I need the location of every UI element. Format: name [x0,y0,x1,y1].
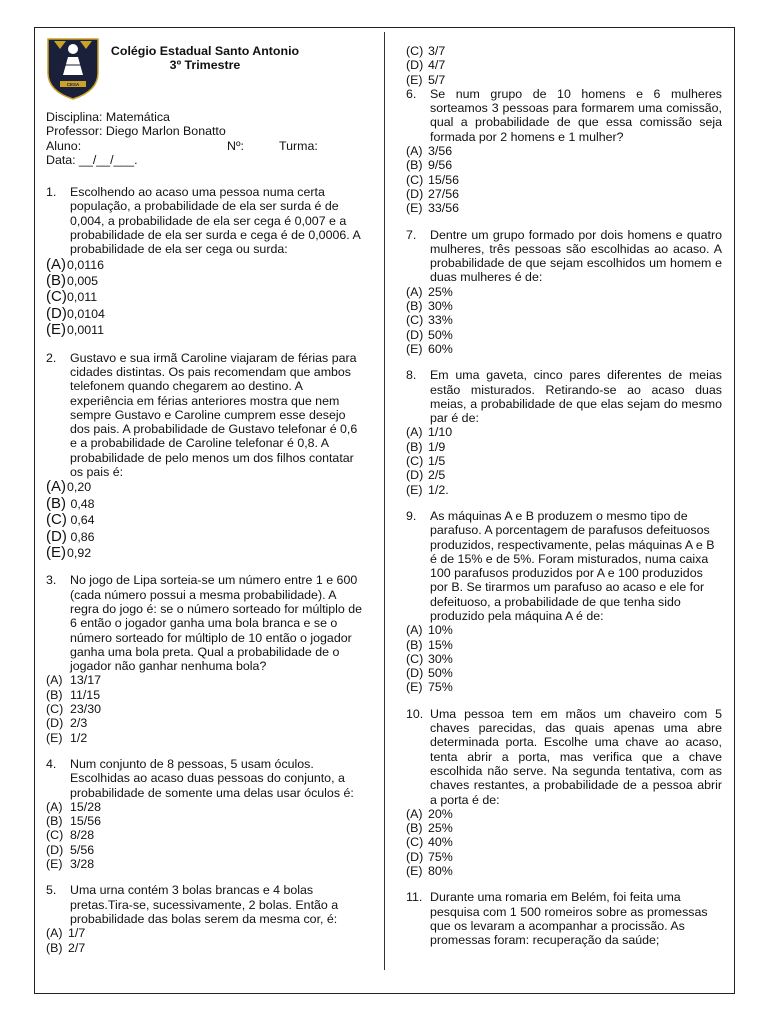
question-7-options [406,285,722,356]
option-b: (B) 9/56 [406,158,453,173]
option-c: (C) 23/30 [46,702,102,717]
option-a: (A) 10% [406,623,453,638]
option-b: (B) 1/9 [406,439,446,454]
question-5 [46,883,364,926]
question-number: 10. [406,706,424,721]
teacher-line: Professor: Diego Marlon Bonatto [46,124,226,139]
question-10-options [406,807,722,878]
option-d: (D) 2/5 [406,468,446,483]
option-a: (A) 1/10 [406,425,453,440]
option-e: (E) 3/28 [46,857,95,872]
school-title-block [46,44,364,73]
option-c: (C) 0,011 [46,288,98,306]
option-e: (E) 0,0011 [46,321,104,339]
option-e: (E) 5/7 [406,72,446,87]
question-number: 7. [406,227,417,242]
number-label: Nº: [227,138,244,153]
option-c: (C) 15/56 [406,172,460,187]
question-1-options [46,257,364,339]
option-a: (A) 1/7 [46,926,86,941]
option-a: (A) 15/28 [46,799,102,814]
option-c: (C) 33% [406,313,453,328]
question-text: Se num grupo de 10 homens e 6 mulheres sorteamos 3 pessoas para formarem uma comissão, qual a probabilidade de que essa comissão seja formada por 2 homens e 1 mulher? [430,86,722,144]
question-4-options [46,800,364,871]
option-c: (C) 8/28 [46,828,95,843]
question-4 [46,757,364,800]
option-c: (C) 1/5 [406,454,446,469]
question-5-options-part2 [406,44,722,87]
right-column [406,44,722,948]
option-c: (C) 0,64 [46,511,95,529]
question-text: Num conjunto de 8 pessoas, 5 usam óculos. Escolhidas ao acaso duas pessoas do conjunto, a probabilidade de somente uma delas usar óculos é: [70,756,354,800]
option-c: (C) 30% [406,651,453,666]
question-text: Dentre um grupo formado por dois homens e quatro mulheres, três pessoas são escolhidas ao acaso. A probabilidade de que sejam escolhidos um homem e duas mulheres é de: [430,227,722,285]
question-number: 1. [46,185,57,200]
option-e: (E) 1/2 [46,730,88,745]
option-e: (E) 60% [406,341,453,356]
question-5-options-part1 [46,926,364,955]
question-number: 3. [46,573,57,588]
column-divider [384,32,385,970]
question-6 [406,87,722,144]
header [46,44,364,110]
question-8-options [406,425,722,496]
option-d: (D) 50% [406,327,453,342]
term-label: 3º Trimestre [169,58,241,73]
question-7 [406,228,722,285]
question-text: Gustavo e sua irmã Caroline viajaram de férias para cidades distintas. Os pais recomendam que ambos telefonem quando chegarem ao destino. A experiência em férias anteriores mostra que nem sempre Gustavo e Caroline cumprem esse desejo dos pais. A probabilidade de Gustavo telefonar é 0,6 e a probabilidade de Caroline telefonar é 0,8. A probabilidade de pelo menos um dos filhos contatar os pais é: [70,350,358,480]
question-8 [406,368,722,425]
option-e: (E) 75% [406,680,453,695]
option-d: (D) 27/56 [406,186,460,201]
option-b: (B) 25% [406,821,453,836]
left-column [46,44,364,955]
date-line: Data: __/__/___. [46,152,138,167]
question-2-options [46,479,364,561]
school-name: Colégio Estadual Santo Antonio [110,44,300,58]
option-b: (B) 0,005 [46,272,99,290]
option-a: (A) 0,0116 [46,255,104,273]
discipline-line: Disciplina: Matemática [46,110,170,124]
question-3 [46,573,364,673]
student-label: Aluno: [46,138,82,153]
question-11 [406,890,722,947]
option-d: (D) 5/56 [46,842,95,857]
question-text: Em uma gaveta, cinco pares diferentes de meias estão misturados. Retirando-se ao acaso duas meias, a probabilidade de que elas sejam do mesmo par é de: [430,368,722,426]
question-text: Uma pessoa tem em mãos um chaveiro com 5 chaves parecidas, das quais apenas uma abre determinada porta. Escolhe uma chave ao acaso, tenta abrir a porta, mas verifica que a chave escolhida não serve. Na segunda tentativa, com as chaves restantes, a probabilidade de a pessoa abrir a porta é de: [430,706,722,807]
option-b: (B) 15% [406,637,453,652]
question-2 [46,351,364,480]
question-text: Escolhendo ao acaso uma pessoa numa certa população, a probabilidade de ela ser surda é de 0,004, a probabilidade de ela ser cega é 0,007 e a probabilidade de ela ser surda e cega é de 0,0006. A probabilidade de ela ser cega ou surda: [70,185,361,257]
question-9 [406,509,722,623]
option-a: (A) 20% [406,806,453,821]
question-number: 4. [46,756,57,771]
option-b: (B) 30% [406,299,453,314]
question-number: 5. [46,883,57,898]
option-a: (A) 3/56 [406,144,453,159]
question-text: As máquinas A e B produzem o mesmo tipo de parafuso. A porcentagem de parafusos defeituosos produzidos, respectivamente, pelas máquinas A e B é de 15% e de 5%. Foram misturados, numa caixa 100 parafusos produzidos por A e 100 produzidos por B. Se tirarmos um parafuso ao acaso e ele for defeituoso, a probabilidade de que tenha sido produzido pela máquina A é de: [430,508,715,623]
question-number: 9. [406,508,417,523]
option-a: (A) 25% [406,284,453,299]
question-3-options [46,673,364,744]
option-d: (D) 4/7 [406,58,446,73]
option-b: (B) 0,48 [46,494,95,512]
option-d: (D) 50% [406,666,453,681]
option-a: (A) 13/17 [46,673,102,688]
question-text: Uma urna contém 3 bolas brancas e 4 bolas pretas.Tira-se, sucessivamente, 2 bolas. Então a probabilidade das bolas serem da mesma cor, é: [70,883,339,926]
question-number: 2. [46,350,57,365]
question-text: No jogo de Lipa sorteia-se um número entre 1 e 600 (cada número possui a mesma probabilidade). A regra do jogo é: se o número sorteado for múltiplo de 6 então o jogador ganha uma bola branca e se o número sorteado for múltiplo de 10 então o jogador ganha uma bola preta. Qual a probabilidade de o jogador não ganhar nenhuma bola? [70,573,363,674]
option-d: (D) 2/3 [46,716,88,731]
option-d: (D) 0,0104 [46,304,105,322]
option-c: (C) 3/7 [406,44,446,58]
option-d: (D) 75% [406,849,453,864]
option-e: (E) 33/56 [406,201,460,216]
option-e: (E) 80% [406,864,453,879]
question-number: 8. [406,368,417,383]
option-d: (D) 0,86 [46,527,95,545]
question-1 [46,185,364,256]
option-c: (C) 40% [406,835,453,850]
question-number: 6. [406,86,417,101]
option-e: (E) 0,92 [46,544,92,561]
option-e: (E) 1/2. [406,482,449,497]
question-text: Durante uma romaria em Belém, foi feita uma pesquisa com 1 500 romeiros sobre as promessas que os levaram a acompanhar a procissão. As promessas foram: recuperação da saúde; [430,890,708,948]
question-number: 11. [406,890,423,905]
option-b: (B) 2/7 [46,940,86,955]
option-a: (A) 0,20 [46,478,92,496]
student-info [46,110,364,167]
student-line [46,139,364,153]
question-10 [406,707,722,807]
class-label: Turma: [279,138,318,153]
question-6-options [406,144,722,215]
question-9-options [406,623,722,694]
crest-text: CESA [66,82,80,87]
option-b: (B) 15/56 [46,814,102,829]
option-b: (B) 11/15 [46,687,101,702]
